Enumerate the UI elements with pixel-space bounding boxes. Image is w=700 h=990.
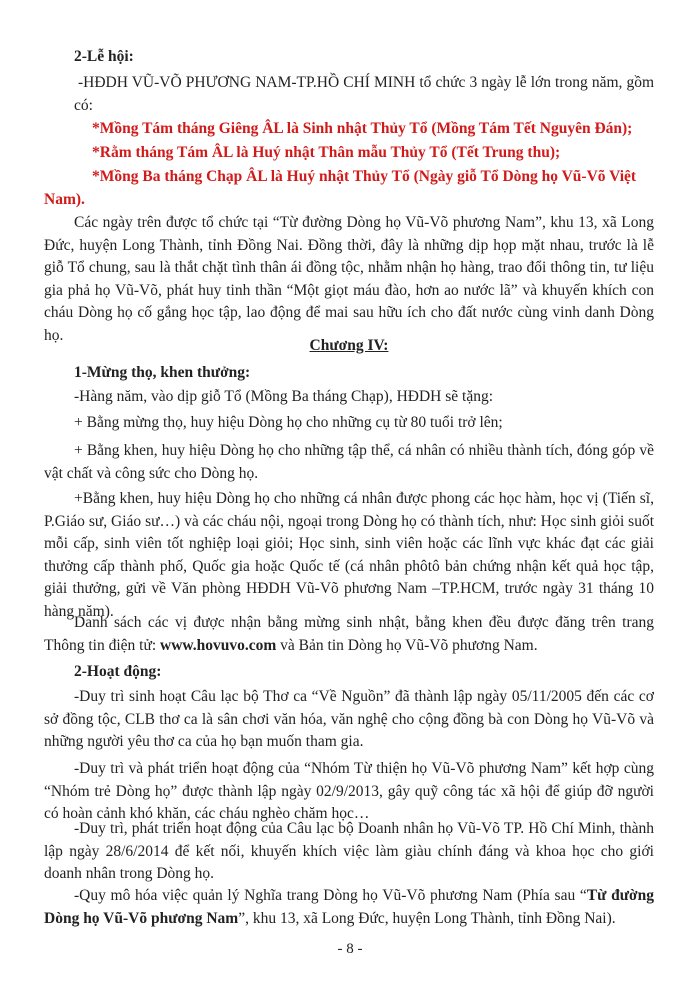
cemetery-text: -Quy mô hóa việc quản lý Nghĩa trang Dòng họ Vũ-Võ phương Nam (Phía sau “ [74, 887, 587, 904]
awards-list-note [44, 612, 654, 657]
awards-list-note-end: và Bản tin Dòng họ Vũ-Võ phương Nam. [276, 636, 538, 654]
festival-event-1: *Mồng Tám tháng Giêng ÂL là Sinh nhật Thủy Tổ (Mồng Tám Tết Nguyên Đán); [92, 120, 633, 137]
activity-item-2: -Duy trì và phát triển hoạt động của “Nhóm Từ thiện họ Vũ-Võ phương Nam” kết hợp cùng “Nhóm trẻ Dòng họ” được thành lập ngày 02/9/2013, gây quỹ công tác xã hội để giúp đỡ người có hoàn cảnh khó khăn, các cháu nghèo chăm học… [44, 760, 654, 822]
festival-paragraph: Các ngày trên được tổ chức tại “Từ đường Dòng họ Vũ-Võ phương Nam”, khu 13, xã Long Đức, huyện Long Thành, tỉnh Đồng Nai. Đồng thời, đây là những dịp họp mặt nhau, trước là lễ giỗ Tổ chung, sau là thắt chặt tình thân ái đồng tộc, nhằm nhận họ hàng, trao đổi thông tin, tư liệu gia phả họ Vũ-Võ, phát huy tinh thần “Một giọt máu đào, hơn ao nước lã” và khuyến khích con cháu Dòng họ cố gắng học tập, lao động để mai sau hữu ích cho đất nước cùng vinh danh Dòng họ. [44, 214, 654, 344]
activity-item-3: -Duy trì, phát triển hoạt động của Câu lạc bộ Doanh nhân họ Vũ-Võ TP. Hồ Chí Minh, thành lập ngày 28/6/2014 để kết nối, khuyến khích việc làm giàu chính đáng và khoa học cho giới doanh nhân trong Dòng họ. [44, 820, 654, 882]
cemetery-text-end: ”, khu 13, xã Long Đức, huyện Long Thành, tỉnh Đồng Nai). [238, 909, 616, 927]
chapter-title: Chương IV: [309, 337, 389, 354]
cemetery-bold: Từ đường Dòng họ Vũ-Võ phương Nam [44, 887, 654, 927]
section-heading-awards: 1-Mừng thọ, khen thưởng: [74, 364, 251, 381]
awards-item-2: + Bằng khen, huy hiệu Dòng họ cho những tập thể, cá nhân có nhiều thành tích, đóng góp về vật chất và công sức cho Dòng họ. [44, 442, 654, 482]
section-heading-activities: 2-Hoạt động: [74, 663, 162, 680]
section-heading-festival: 2-Lễ hội: [74, 48, 134, 65]
activity-item-1: -Duy trì sinh hoạt Câu lạc bộ Thơ ca “Về Nguồn” đã thành lập ngày 05/11/2005 đến các cơ sở đồng tộc, CLB thơ ca là sân chơi văn hóa, văn nghệ cho cộng đồng bà con Dòng họ Vũ-Võ và những người yêu thơ ca của họ bạn muốn tham gia. [44, 688, 654, 750]
awards-item-1: + Bằng mừng thọ, huy hiệu Dòng họ cho những cụ từ 80 tuổi trở lên; [74, 414, 503, 431]
activity-item-4 [44, 885, 654, 930]
awards-intro: -Hàng năm, vào dịp giỗ Tổ (Mồng Ba tháng Chạp), HĐDH sẽ tặng: [74, 388, 494, 405]
awards-list-note-text: Danh sách các vị được nhận bằng mừng sinh nhật, bằng khen đều được đăng trên trang Thông tin điện tử: [44, 614, 654, 654]
festival-intro-text: -HĐDH VŨ-VÕ PHƯƠNG NAM-TP.HỒ CHÍ MINH tổ chức 3 ngày lễ lớn trong năm, gồm có: [74, 74, 654, 114]
awards-item-3: +Bằng khen, huy hiệu Dòng họ cho những cá nhân được phong các học hàm, học vị (Tiến sĩ, P.Giáo sư, Giáo sư…) và các cháu nội, ngoại trong Dòng họ có thành tích, như: Học sinh giỏi suốt mỗi cấp, sinh viên tốt nghiệp loại giỏi; Học sinh, sinh viên hoặc các lĩnh vực khác đạt các giải thưởng cấp thành phố, Quốc gia hoặc Quốc tế (cá nhân phôtô bản chứng nhận kết quả học tập, giải thưởng, gửi về Văn phòng HĐDH Vũ-Võ phương Nam –TP.HCM, trước ngày 31 tháng 10 hàng năm). [44, 490, 654, 620]
festival-event-3: *Mồng Ba tháng Chạp ÂL là Huý nhật Thủy Tổ (Ngày giỗ Tổ Dòng họ Vũ-Võ Việt Nam). [44, 168, 637, 208]
page-number: - 8 - [337, 941, 363, 957]
festival-intro [74, 72, 654, 117]
website-link[interactable]: www.hovuvo.com [160, 636, 277, 654]
festival-event-2: *Rằm tháng Tám ÂL là Huý nhật Thân mẫu Thủy Tổ (Tết Trung thu); [92, 144, 561, 161]
